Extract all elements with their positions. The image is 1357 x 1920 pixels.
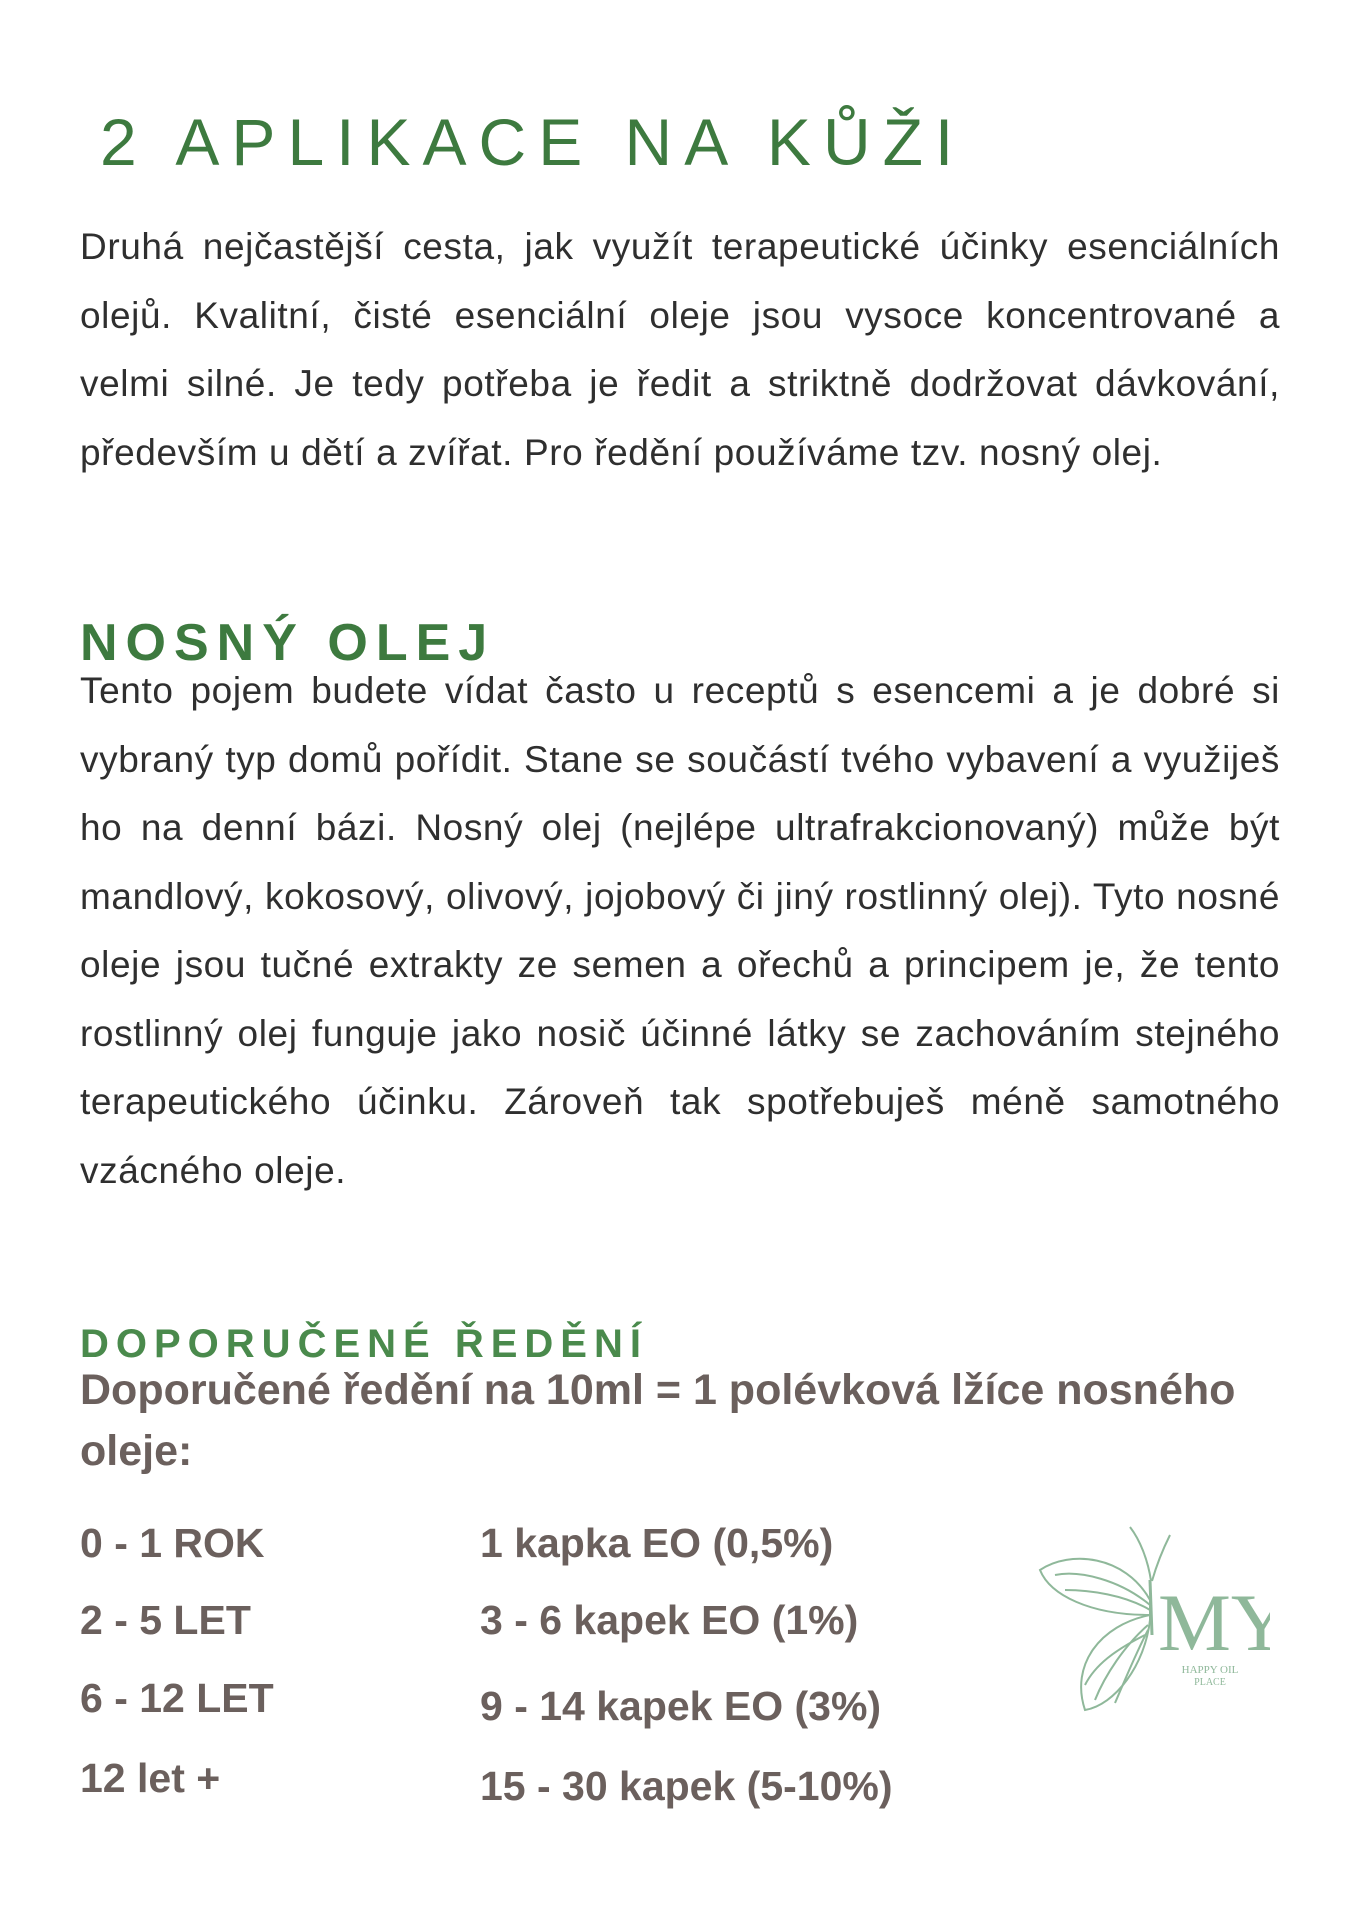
logo-tagline: PLACE (1194, 1677, 1226, 1688)
dose-age: 12 let + (80, 1755, 221, 1801)
dose-age: 0 - 1 ROK (80, 1520, 265, 1566)
logo-monogram: MY (1158, 1577, 1270, 1668)
butterfly-logo-svg (1030, 1525, 1270, 1725)
wing-vein (1085, 1635, 1145, 1685)
wing-vein (1065, 1590, 1150, 1610)
dose-amount: 1 kapka EO (0,5%) (480, 1520, 834, 1566)
dilution-intro: Doporučené ředění na 10ml = 1 polévková lžíce nosného oleje: (80, 1366, 1236, 1475)
dose-amount: 3 - 6 kapek EO (1%) (480, 1597, 859, 1643)
page-title: 2 APLIKACE NA KŮŽI (100, 105, 966, 180)
logo-tagline: HAPPY OIL (1181, 1664, 1239, 1676)
upper-wing (1040, 1559, 1150, 1615)
antenna (1130, 1527, 1151, 1581)
dose-amount: 9 - 14 kapek EO (3%) (480, 1683, 882, 1729)
carrier-oil-paragraph: Tento pojem budete vídat často u receptů s esencemi a je dobré si vybraný typ domů pořídit. Stane se součástí tvého vybavení a využiješ ho na denní bázi. Nosný olej (nejlépe ultrafrakcionovaný) může být mandlový, kokosový, olivový, jojobový či jiný rostlinný olej). Tyto nosné oleje jsou tučné extrakty ze semen a ořechů a principem je, že tento rostlinný olej funguje jako nosič účinné látky se zachováním stejného terapeutického účinku. Zároveň tak spotřebuješ méně samotného vzácného oleje. (80, 670, 1280, 1191)
dilution-heading: DOPORUČENÉ ŘEDĚNÍ (80, 1322, 648, 1366)
dose-age: 6 - 12 LET (80, 1675, 274, 1721)
butterfly-logo-icon (1030, 1525, 1270, 1725)
antenna (1152, 1535, 1170, 1581)
dose-age: 2 - 5 LET (80, 1597, 251, 1643)
intro-paragraph: Druhá nejčastější cesta, jak využít terapeutické účinky esenciálních olejů. Kvalitní, čisté esenciální oleje jsou vysoce koncentrované a velmi silné. Je tedy potřeba je ředit a striktně dodržovat dávkování, především u dětí a zvířat. Pro ředění používáme tzv. nosný olej. (80, 226, 1280, 473)
dose-amount: 15 - 30 kapek (5-10%) (480, 1763, 893, 1809)
carrier-oil-heading: NOSNÝ OLEJ (80, 614, 496, 673)
butterfly-body (1150, 1580, 1152, 1635)
